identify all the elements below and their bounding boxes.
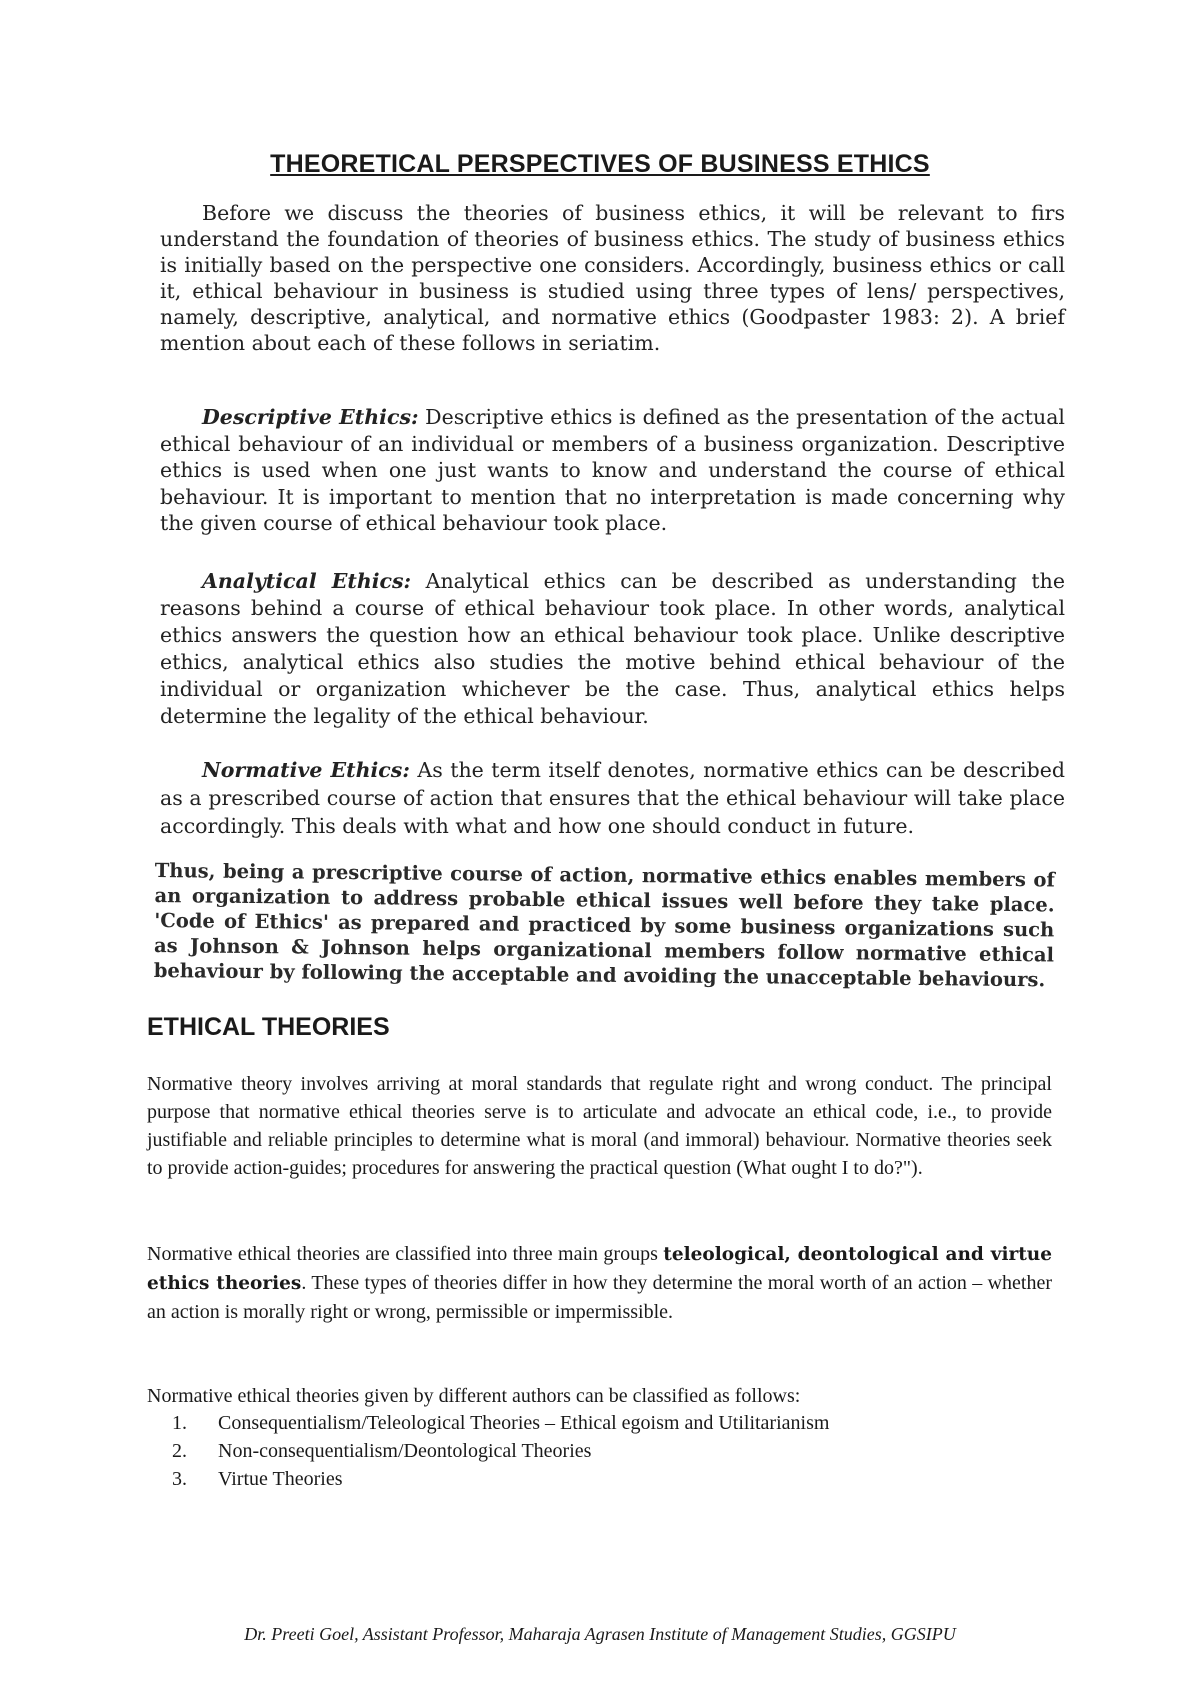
section-heading: ETHICAL THEORIES bbox=[147, 1013, 390, 1041]
list-item bbox=[172, 1409, 829, 1437]
normative-ethics-text: As the term itself denotes, normative ethics can be described as a prescribed course of action that ensures that the ethical behaviour will take place accordingly. This deals with what and how one should conduct in future. bbox=[160, 758, 1065, 838]
normative-theory-paragraph: Normative theory involves arriving at moral standards that regulate right and wrong conduct. The principal purpose that normative ethical theories serve is to articulate and advocate an ethical code, i.e., to provide justifiable and reliable principles to determine what is moral (and immoral) behaviour. Normative theories seek to provide action-guides; procedures for answering the practical question (What ought I to do?"). bbox=[147, 1073, 1052, 1179]
normative-ethics-term: Normative Ethics: bbox=[202, 758, 410, 782]
list-item bbox=[172, 1465, 829, 1493]
analytical-ethics-paragraph bbox=[160, 568, 1065, 730]
list-item bbox=[172, 1437, 829, 1465]
list-item-text: Consequentialism/Teleological Theories – Ethical egoism and Utilitarianism bbox=[218, 1412, 830, 1434]
list-item-number: 2. bbox=[172, 1440, 187, 1462]
classification-rest: . These types of theories differ in how they determine the moral worth of an action – whether an action is morally right or wrong, permissible or impermissible. bbox=[147, 1272, 1052, 1323]
classification-groups: teleological, deontological and virtue ethics theories bbox=[147, 1244, 1052, 1294]
descriptive-ethics-text: Descriptive ethics is defined as the presentation of the actual ethical behaviour of an individual or members of a business organization. Descriptive ethics is used when one just wants to know and understand the course of ethical behaviour. It is important to mention that no interpretation is made concerning why the given course of ethical behaviour took place. bbox=[160, 405, 1065, 535]
list-item-text: Virtue Theories bbox=[218, 1468, 343, 1490]
page-footer: Dr. Preeti Goel, Assistant Professor, Maharaja Agrasen Institute of Management Studies, GGSIPU bbox=[244, 1624, 956, 1644]
thus-text: Thus, being a prescriptive course of action, normative ethics enables members of an organization to address probable ethical issues well before they take place. 'Code of Ethics' as prepared and practiced by some business organizations such as Johnson & Johnson helps organizational members follow normative ethical behaviour by following the acceptable and avoiding the unacceptable behaviours. bbox=[153, 858, 1055, 992]
analytical-ethics-term: Analytical Ethics: bbox=[202, 569, 412, 593]
list-item-number: 3. bbox=[172, 1468, 187, 1490]
classification-lead: Normative ethical theories are classified into three main groups bbox=[147, 1243, 664, 1265]
classification-paragraph bbox=[147, 1240, 1052, 1326]
normative-ethics-paragraph bbox=[160, 756, 1065, 840]
intro-paragraph bbox=[160, 200, 1065, 356]
descriptive-ethics-term: Descriptive Ethics: bbox=[202, 405, 419, 429]
analytical-ethics-text: Analytical ethics can be described as understanding the reasons behind a course of ethical behaviour took place. In other words, analytical ethics answers the question how an ethical behaviour took place. Unlike descriptive ethics, analytical ethics also studies the motive behind ethical behaviour of the individual or organization whichever be the case. Thus, analytical ethics helps determine the legality of the ethical behaviour. bbox=[160, 569, 1065, 728]
list-item-number: 1. bbox=[172, 1412, 187, 1434]
intro-text: Before we discuss the theories of business ethics, it will be relevant to firs understand the foundation of theories of business ethics. The study of business ethics is initially based on the perspective one considers. Accordingly, business ethics or call it, ethical behaviour in business is studied using three types of lens/ perspectives, namely, descriptive, analytical, and normative ethics (Goodpaster 1983: 2). A brief mention about each of these follows in seriatim. bbox=[160, 201, 1065, 355]
list-item-text: Non-consequentialism/Deontological Theories bbox=[218, 1440, 592, 1462]
theories-list bbox=[172, 1409, 829, 1493]
descriptive-ethics-paragraph bbox=[160, 404, 1065, 537]
thus-paragraph bbox=[154, 858, 1055, 992]
page-title: THEORETICAL PERSPECTIVES OF BUSINESS ETHICS bbox=[270, 150, 930, 178]
authors-paragraph: Normative ethical theories given by different authors can be classified as follows: bbox=[147, 1385, 801, 1407]
